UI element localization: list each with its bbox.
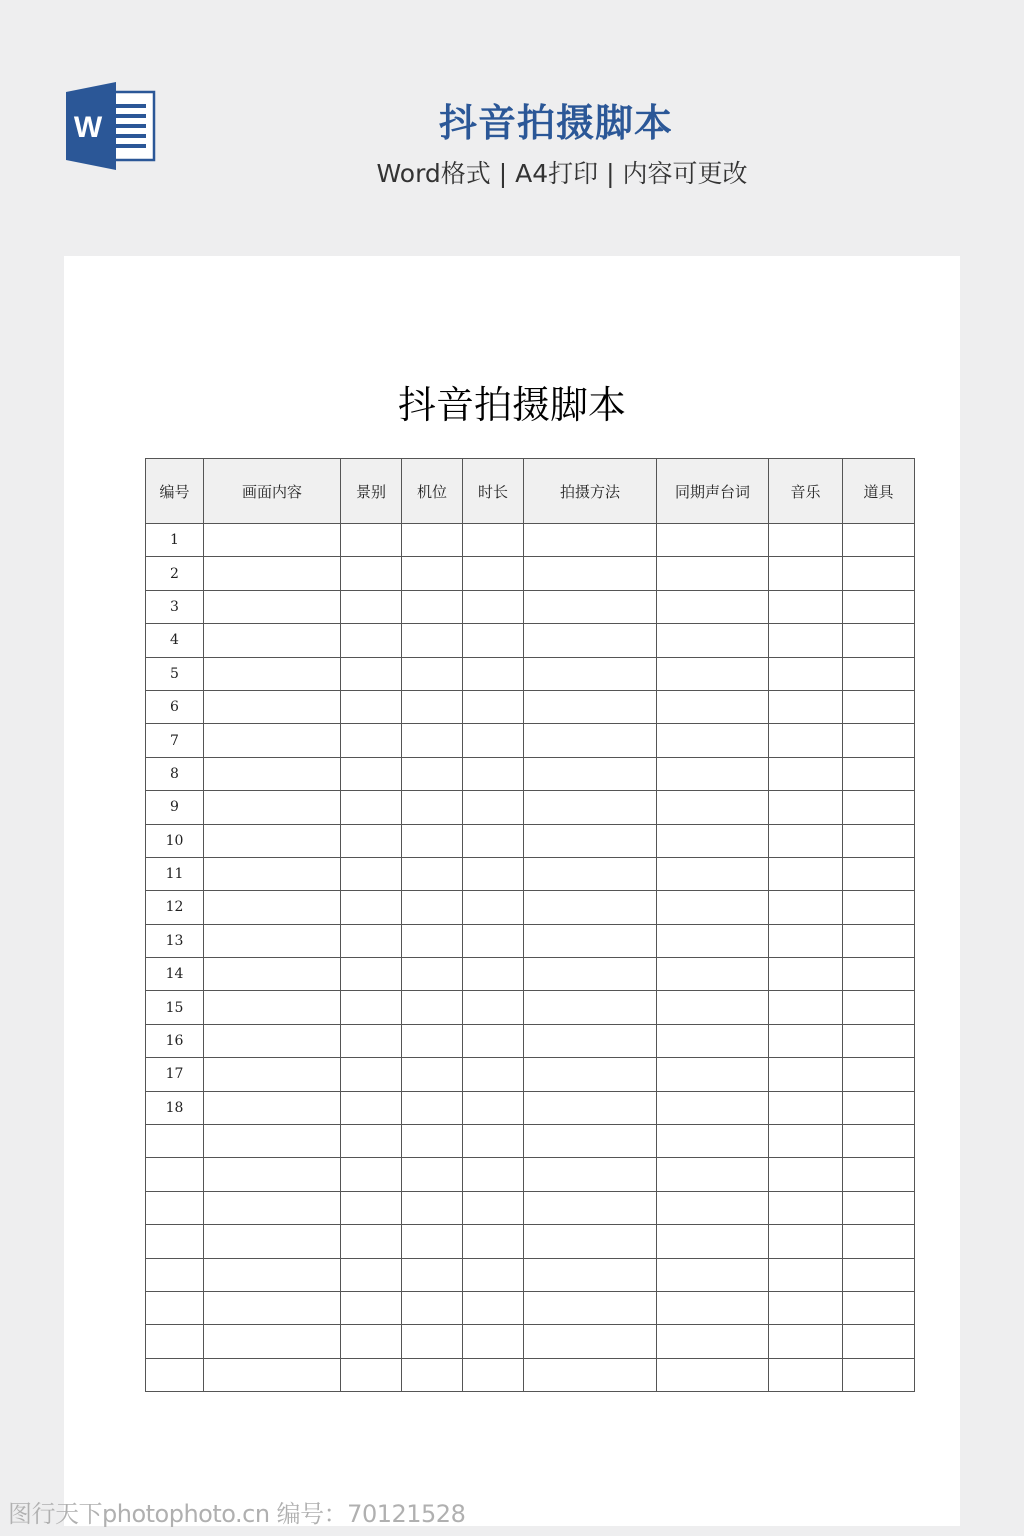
table-cell [657,1191,769,1224]
table-cell [843,1191,915,1224]
table-cell [524,1325,657,1358]
table-cell [524,657,657,690]
column-header: 道具 [843,459,915,524]
table-row [146,1325,915,1358]
table-cell [843,924,915,957]
column-header: 音乐 [769,459,843,524]
table-cell [769,1358,843,1391]
table-cell [657,1024,769,1057]
table-cell [524,824,657,857]
table-cell [657,1091,769,1124]
table-cell [843,1325,915,1358]
table-cell [204,557,341,590]
table-cell [843,857,915,890]
table-cell [657,924,769,957]
table-cell [843,991,915,1024]
table-cell [524,1191,657,1224]
table-cell [769,958,843,991]
table-cell [843,590,915,623]
table-cell [463,824,524,857]
table-cell [204,991,341,1024]
table-cell [341,690,402,723]
table-cell [657,1125,769,1158]
table-row [146,857,915,890]
table-cell [402,1058,463,1091]
table-cell [657,557,769,590]
table-cell [657,524,769,557]
table-cell [204,657,341,690]
table-cell [769,824,843,857]
table-cell [204,1125,341,1158]
table-cell [341,924,402,957]
table-cell [463,1291,524,1324]
table-cell [769,791,843,824]
table-cell [402,1258,463,1291]
row-number: 1 [146,524,204,557]
header-subtitle: Word格式 | A4打印 | 内容可更改 [376,159,748,188]
table-cell [402,524,463,557]
table-cell [402,1191,463,1224]
table-cell [204,1091,341,1124]
table-cell [769,1158,843,1191]
table-cell [341,1091,402,1124]
table-cell [843,1024,915,1057]
table-cell [463,958,524,991]
table-row [146,1258,915,1291]
table-cell [204,1191,341,1224]
table-cell [341,1291,402,1324]
table-cell [402,757,463,790]
table-cell [402,958,463,991]
table-cell [769,724,843,757]
table-cell [402,1225,463,1258]
row-number: 16 [146,1024,204,1057]
row-number: 12 [146,891,204,924]
table-cell [843,958,915,991]
header [0,0,1024,250]
table-cell [402,1024,463,1057]
table-cell [204,824,341,857]
table-cell [843,1258,915,1291]
table-cell [341,791,402,824]
table-cell [524,791,657,824]
table-cell [657,1225,769,1258]
table-cell [657,590,769,623]
table-cell [843,690,915,723]
table-cell [402,690,463,723]
table-cell [657,1058,769,1091]
table-cell [402,590,463,623]
table-cell [657,1358,769,1391]
table-cell [524,1291,657,1324]
table-row [146,624,915,657]
table-cell [341,891,402,924]
table-cell [402,624,463,657]
table-cell [463,1024,524,1057]
table-cell [524,891,657,924]
table-cell [843,557,915,590]
table-row [146,524,915,557]
table-cell [463,690,524,723]
table-cell [463,757,524,790]
table-cell [843,1058,915,1091]
table-cell [843,657,915,690]
table-row [146,1358,915,1391]
column-header: 拍摄方法 [524,459,657,524]
table-cell [843,624,915,657]
table-cell [341,857,402,890]
table-cell [463,724,524,757]
table-cell [657,1258,769,1291]
table-cell [341,757,402,790]
row-number: 5 [146,657,204,690]
row-number: 15 [146,991,204,1024]
watermark: 图行天下photophoto.cn 编号：70121528 [8,1500,466,1528]
table-cell [657,1325,769,1358]
table-cell [341,1058,402,1091]
table-cell [843,724,915,757]
column-header: 画面内容 [204,459,341,524]
table-cell [341,1325,402,1358]
table-cell [341,1024,402,1057]
row-number: 13 [146,924,204,957]
row-number [146,1125,204,1158]
table-row [146,924,915,957]
table-row [146,1158,915,1191]
table-row [146,1225,915,1258]
table-cell [524,1258,657,1291]
table-cell [524,524,657,557]
table-cell [341,991,402,1024]
table-cell [769,1091,843,1124]
table-cell [204,924,341,957]
table-cell [524,1358,657,1391]
table-cell [657,724,769,757]
table-header-row [146,459,915,524]
table-cell [524,1125,657,1158]
table-row [146,958,915,991]
table-cell [769,1325,843,1358]
table-cell [341,724,402,757]
table-cell [402,557,463,590]
table-cell [341,524,402,557]
table-cell [463,1158,524,1191]
table-cell [341,1258,402,1291]
table-cell [204,590,341,623]
table-cell [463,1225,524,1258]
table-cell [402,1325,463,1358]
table-cell [341,657,402,690]
table-cell [463,657,524,690]
table-cell [463,857,524,890]
header-title: 抖音拍摄脚本 [438,101,673,145]
table-cell [769,924,843,957]
row-number [146,1358,204,1391]
table-cell [657,757,769,790]
table-cell [843,824,915,857]
table-cell [524,557,657,590]
table-cell [843,1125,915,1158]
table-cell [524,857,657,890]
table-cell [204,1024,341,1057]
table-cell [402,1091,463,1124]
table-cell [341,824,402,857]
table-cell [463,1325,524,1358]
table-cell [204,524,341,557]
table-cell [843,524,915,557]
script-table [145,458,915,1392]
table-cell [657,690,769,723]
row-number: 4 [146,624,204,657]
table-cell [341,557,402,590]
table-cell [341,1191,402,1224]
table-cell [402,724,463,757]
table-cell [341,1158,402,1191]
table-cell [769,1125,843,1158]
table-row [146,1058,915,1091]
table-cell [204,1058,341,1091]
table-cell [341,1225,402,1258]
column-header: 景别 [341,459,402,524]
table-cell [463,624,524,657]
row-number [146,1325,204,1358]
table-cell [204,791,341,824]
table-cell [341,1358,402,1391]
column-header: 同期声台词 [657,459,769,524]
table-cell [463,1358,524,1391]
row-number [146,1258,204,1291]
table-row [146,824,915,857]
row-number: 7 [146,724,204,757]
table-cell [402,991,463,1024]
table-cell [204,857,341,890]
table-cell [769,1024,843,1057]
table-cell [524,757,657,790]
table-cell [463,924,524,957]
table-row [146,891,915,924]
table-cell [843,1225,915,1258]
table-cell [524,1225,657,1258]
table-cell [402,824,463,857]
table-cell [769,590,843,623]
table-cell [657,624,769,657]
table-row [146,791,915,824]
table-cell [769,524,843,557]
table-cell [341,624,402,657]
table-cell [204,1225,341,1258]
row-number: 6 [146,690,204,723]
table-row [146,757,915,790]
table-cell [204,624,341,657]
table-row [146,724,915,757]
row-number: 17 [146,1058,204,1091]
table-cell [769,857,843,890]
table-cell [657,824,769,857]
table-cell [657,958,769,991]
table-cell [463,1091,524,1124]
table-cell [524,724,657,757]
table-cell [463,1191,524,1224]
table-cell [769,1191,843,1224]
table-cell [843,791,915,824]
table-cell [657,857,769,890]
table-cell [402,857,463,890]
table-cell [843,757,915,790]
table-row [146,1125,915,1158]
column-header: 时长 [463,459,524,524]
table-cell [843,1358,915,1391]
table-cell [769,891,843,924]
table-cell [524,924,657,957]
table-cell [769,1225,843,1258]
table-row [146,590,915,623]
row-number: 10 [146,824,204,857]
column-header: 机位 [402,459,463,524]
table-cell [402,1358,463,1391]
row-number: 8 [146,757,204,790]
table-cell [463,1258,524,1291]
row-number: 3 [146,590,204,623]
table-cell [657,1291,769,1324]
table-cell [769,1058,843,1091]
table-row [146,991,915,1024]
table-cell [524,690,657,723]
table-cell [843,891,915,924]
document-title: 抖音拍摄脚本 [397,383,626,427]
table-row [146,557,915,590]
table-cell [769,690,843,723]
table-cell [341,958,402,991]
table-cell [524,1058,657,1091]
table-cell [402,924,463,957]
table-cell [463,1058,524,1091]
table-cell [204,724,341,757]
table-cell [769,557,843,590]
row-number: 18 [146,1091,204,1124]
column-header: 编号 [146,459,204,524]
table-cell [769,1258,843,1291]
table-row [146,690,915,723]
table-cell [204,1258,341,1291]
table-row [146,657,915,690]
table-cell [769,757,843,790]
table-cell [524,1091,657,1124]
table-cell [657,891,769,924]
table-cell [204,1291,341,1324]
table-cell [402,891,463,924]
table-cell [204,958,341,991]
table-cell [341,1125,402,1158]
table-cell [402,791,463,824]
table-cell [843,1091,915,1124]
table-cell [524,624,657,657]
table-cell [657,657,769,690]
table-cell [402,1158,463,1191]
table-cell [463,1125,524,1158]
svg-text:W: W [73,111,103,144]
table-row [146,1024,915,1057]
table-cell [402,1125,463,1158]
row-number [146,1191,204,1224]
table-cell [204,1358,341,1391]
table-cell [843,1158,915,1191]
table-cell [769,624,843,657]
table-cell [657,1158,769,1191]
row-number [146,1225,204,1258]
table-cell [204,891,341,924]
table-cell [524,590,657,623]
row-number: 2 [146,557,204,590]
table-cell [524,1024,657,1057]
row-number [146,1291,204,1324]
table-cell [463,524,524,557]
table-cell [402,1291,463,1324]
table-cell [204,757,341,790]
table-row [146,1291,915,1324]
table-cell [657,991,769,1024]
table-cell [463,991,524,1024]
table-cell [463,590,524,623]
table-cell [769,991,843,1024]
row-number [146,1158,204,1191]
table-cell [341,590,402,623]
table-cell [524,958,657,991]
table-cell [524,1158,657,1191]
table-cell [204,1158,341,1191]
table-cell [769,657,843,690]
table-cell [463,557,524,590]
table-cell [657,791,769,824]
row-number: 9 [146,791,204,824]
table-row [146,1091,915,1124]
table-cell [463,791,524,824]
row-number: 11 [146,857,204,890]
document-page [64,256,960,1526]
table-cell [204,1325,341,1358]
table-cell [402,657,463,690]
row-number: 14 [146,958,204,991]
table-cell [204,690,341,723]
table-cell [843,1291,915,1324]
table-cell [463,891,524,924]
table-cell [769,1291,843,1324]
table-row [146,1191,915,1224]
table-cell [524,991,657,1024]
